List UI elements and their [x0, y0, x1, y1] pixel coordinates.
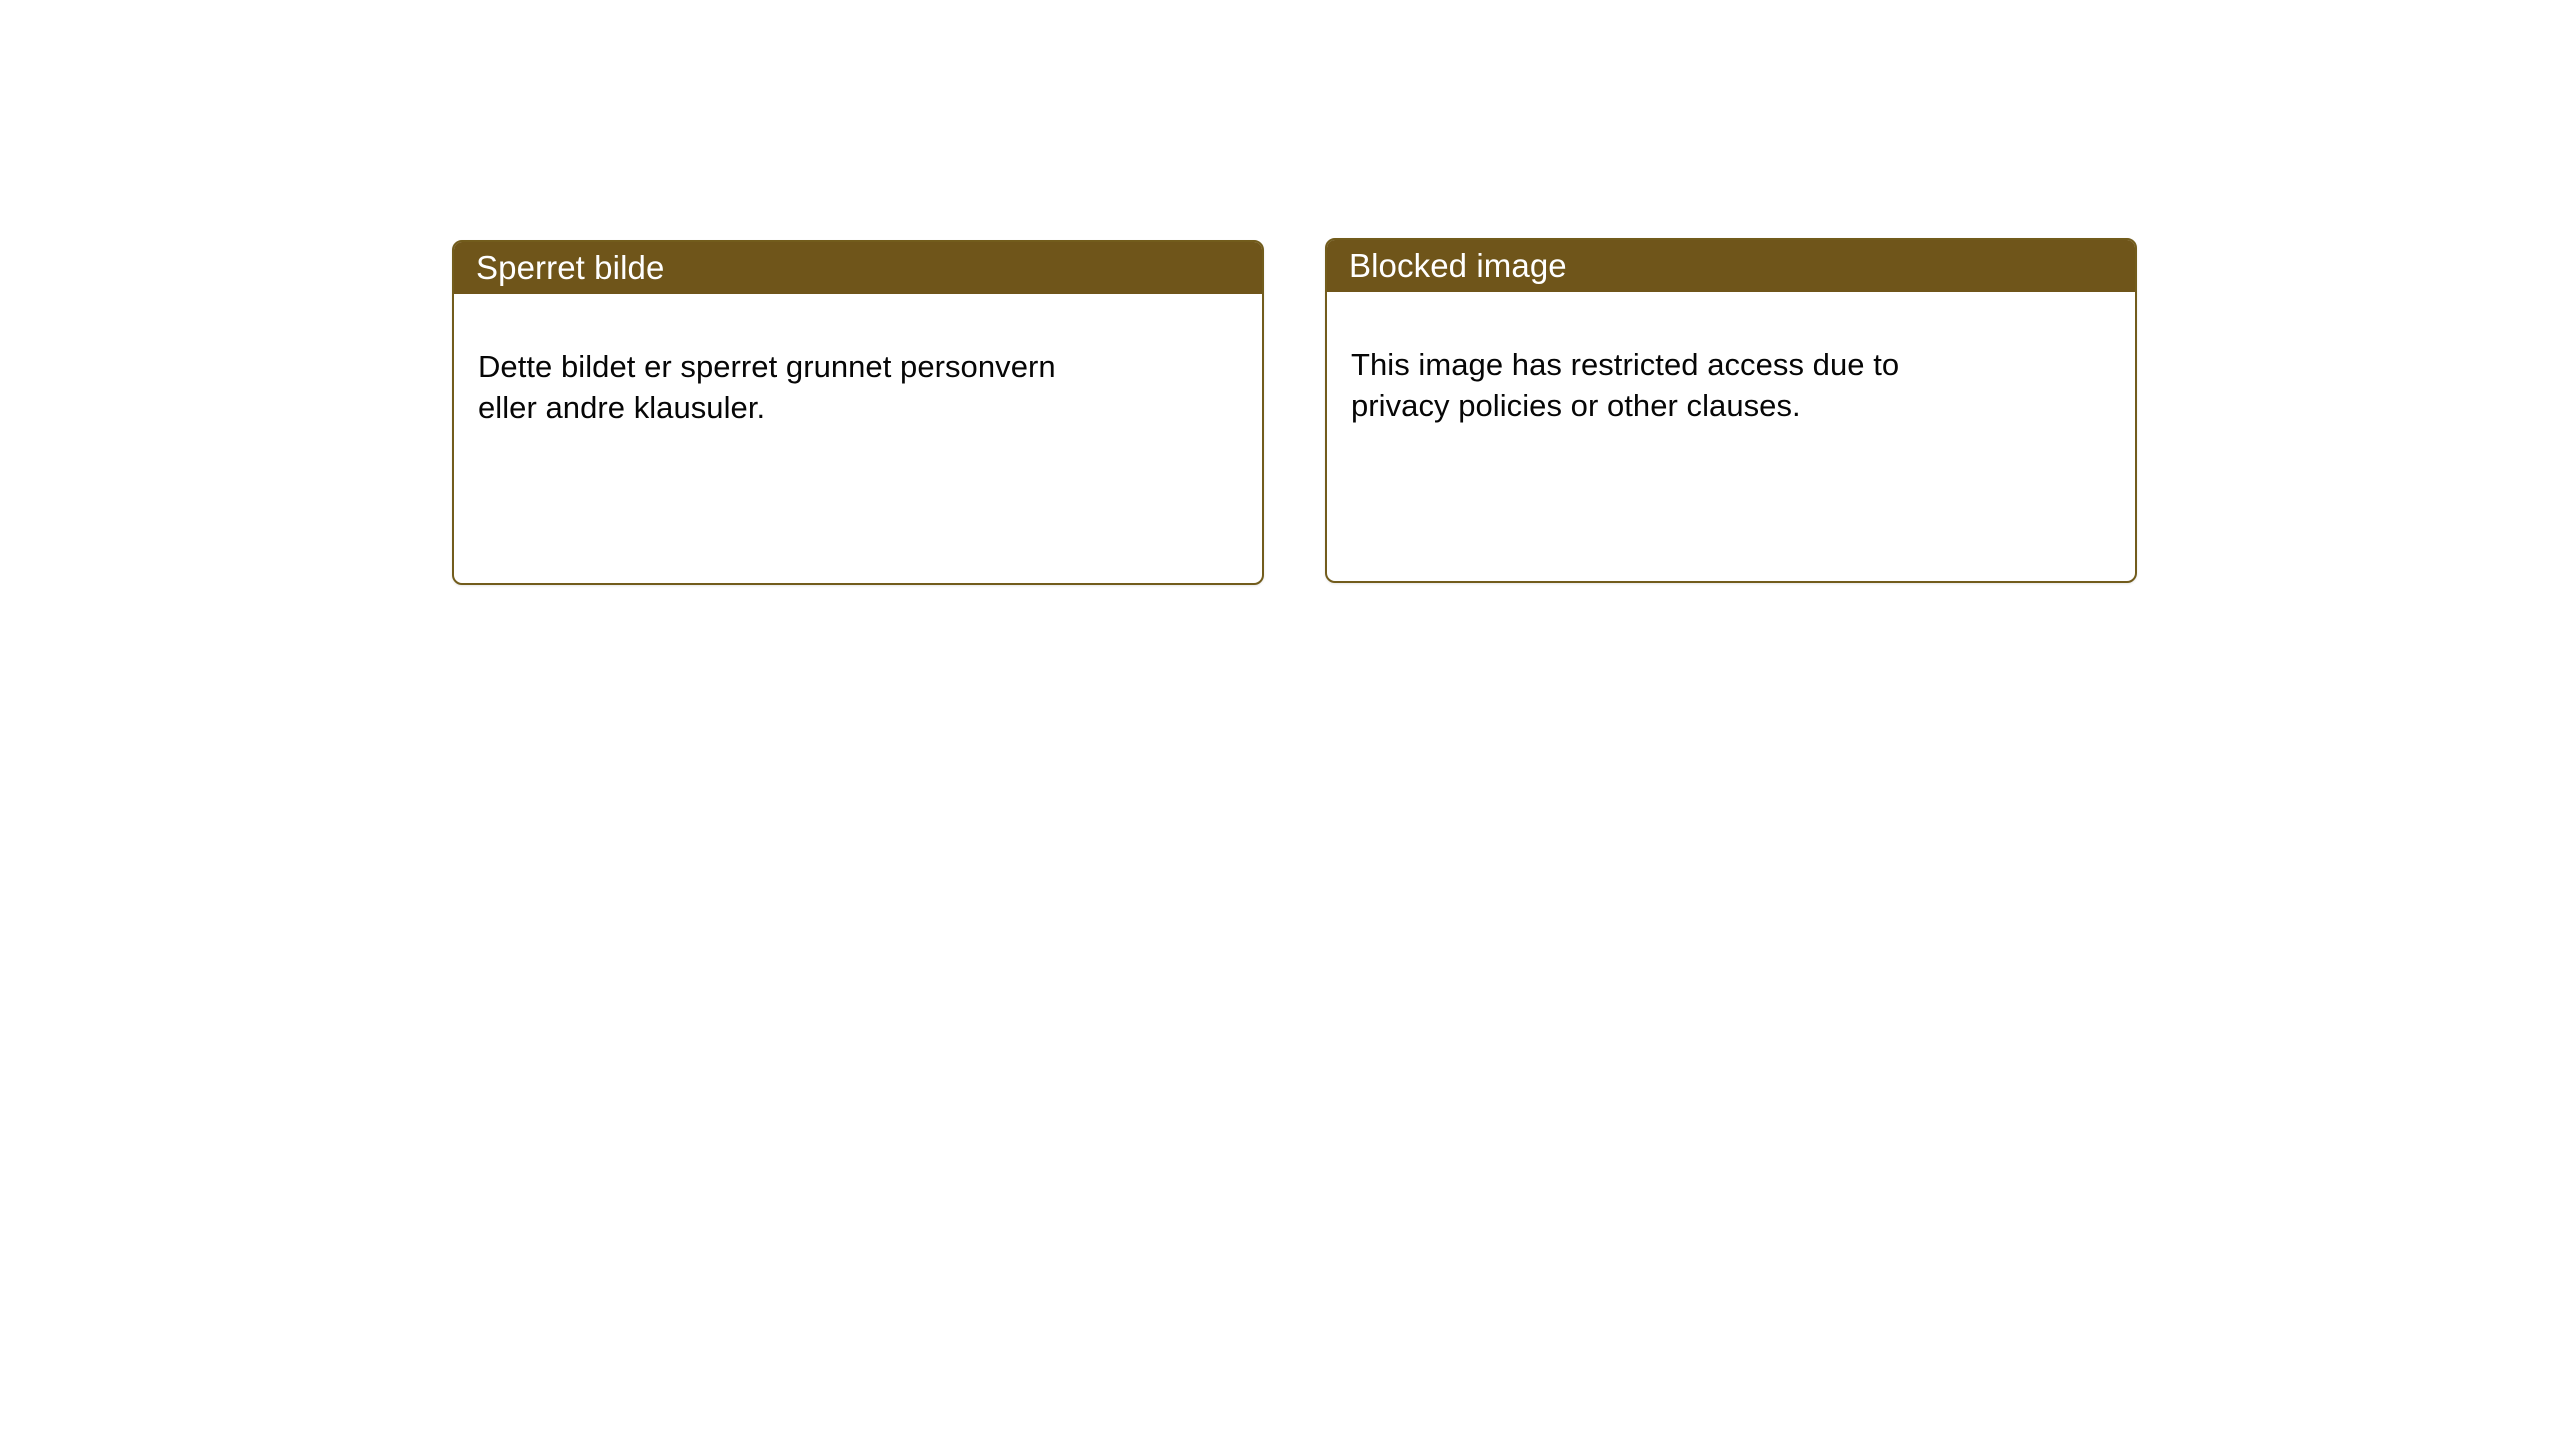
blocked-image-notice-en	[1325, 238, 2137, 583]
card-body-en	[1327, 292, 2007, 427]
card-title-no: Sperret bilde	[476, 249, 665, 286]
card-header-no	[454, 242, 1262, 294]
card-message-en: This image has restricted access due to privacy policies or other clauses.	[1351, 347, 1900, 423]
card-header-en	[1327, 240, 2135, 292]
blocked-image-notice-no	[452, 240, 1264, 585]
card-body-no	[454, 294, 1114, 429]
card-message-no: Dette bildet er sperret grunnet personvern eller andre klausuler.	[478, 349, 1056, 425]
card-title-en: Blocked image	[1349, 247, 1567, 284]
